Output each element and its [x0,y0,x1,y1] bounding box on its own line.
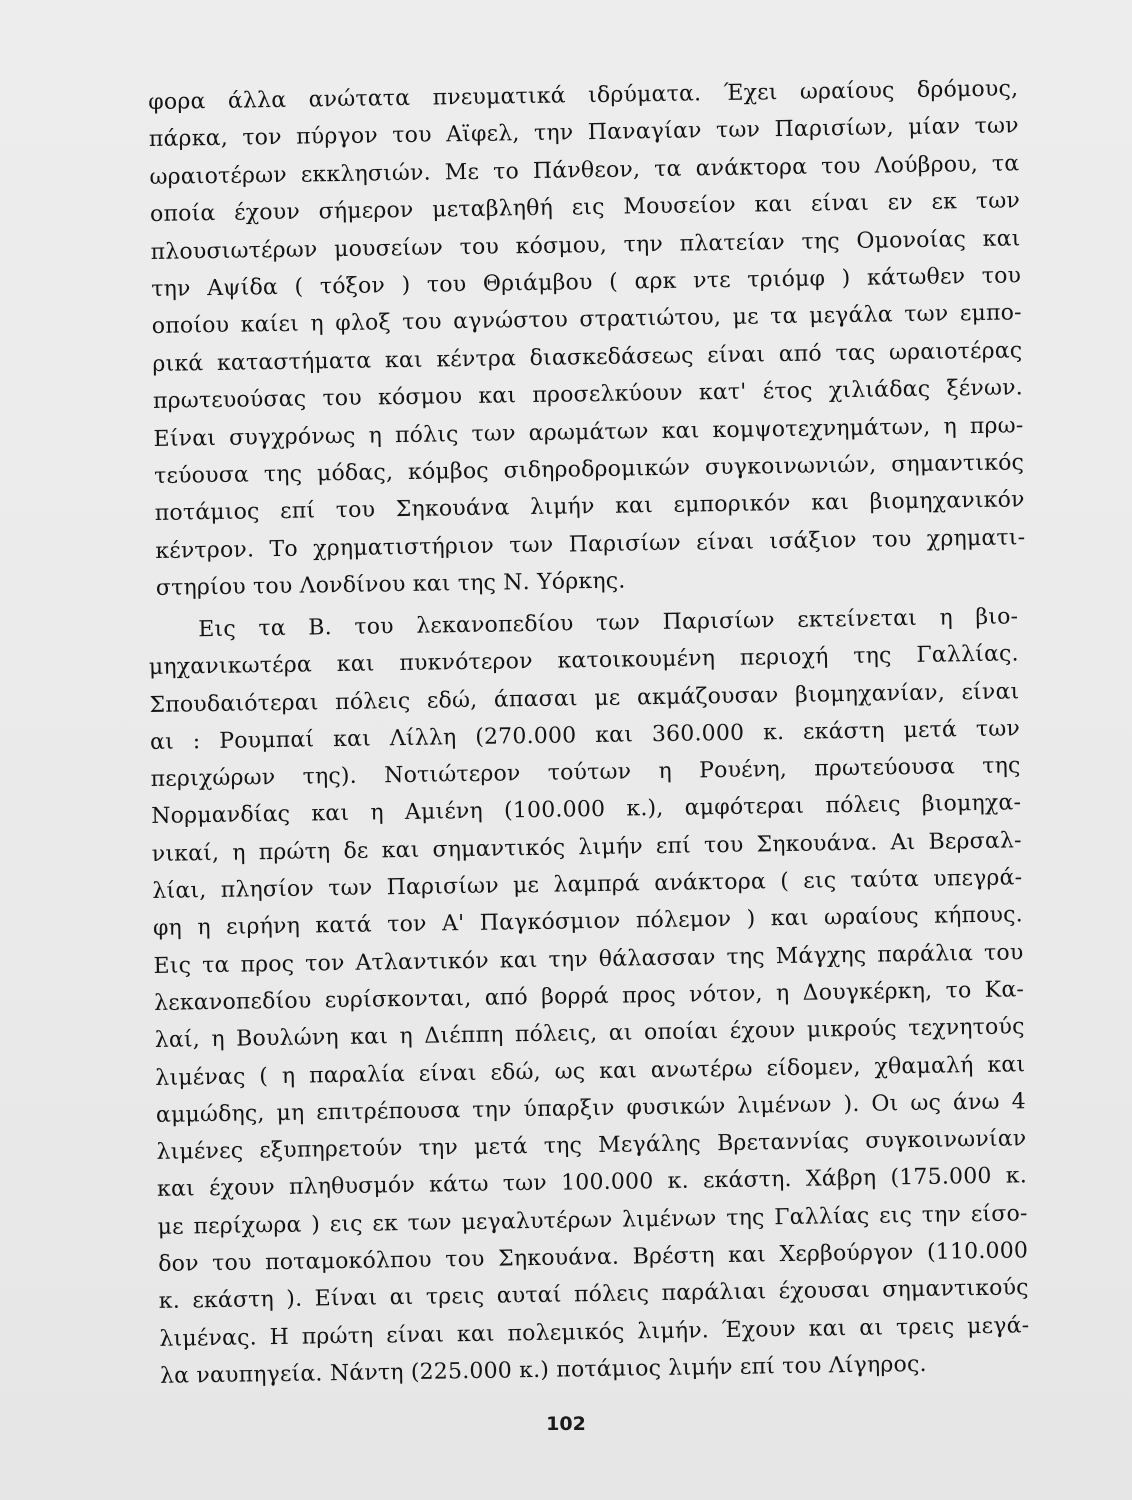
text-line: με περίχωρα ) εις εκ των μεγαλυτέρων λιμένων της Γαλλίας εις την είσο- [157,1201,1028,1240]
text-line: αι : Ρουμπαί και Λίλλη (270.000 και 360.000 κ. εκάστη μετά των [149,716,1021,755]
text-line: λιμένας. Η πρώτη είναι και πολεμικός λιμήν. Έχουν και αι τρεις μεγά- [159,1312,1030,1352]
paragraph-northern-france [148,598,1030,1395]
text-line: φη η ειρήνη κατά τον Α' Παγκόσμιον πόλεμον ) και ωραίους κήπους. [152,902,1024,942]
text-line: οποία έχουν σήμερον μεταβληθή εις Μουσείον και είναι εν εκ των [149,188,1021,228]
text-line: Νορμανδίας και η Αμιένη (100.000 κ.), αμφότεραι πόλεις βιομηχα- [151,790,1022,830]
text-line: Εις τα προς τον Ατλαντικόν και την θάλασσαν της Μάγχης παράλια του [153,939,1024,979]
text-line: κέντρον. Το χρηματιστήριον των Παρισίων είναι ισάξιον του χρηματι- [155,524,1026,564]
text-line: Είναι συγχρόνως η πόλις των αρωμάτων και κομψοτεχνημάτων, η πρω- [153,412,1024,452]
text-line: τεύουσα της μόδας, κόμβος σιδηροδρομικών συγκοινωνιών, σημαντικός [153,450,1025,489]
text-line: και έχουν πληθυσμόν κάτω των 100.000 κ. εκάστη. Χάβρη (175.000 κ. [156,1163,1028,1203]
text-line: δον του ποταμοκόλπου του Σηκουάνα. Βρέστη και Χερβούργον (110.000 [158,1238,1029,1277]
text-line: στηρίου του Λονδίνου και της Ν. Υόρκης. [155,568,626,602]
page-number: 102 [546,1413,586,1435]
text-line: την Αψίδα ( τόξον ) του Θριάμβου ( αρκ ντε τριόμφ ) κάτωθεν του [151,263,1022,302]
text-line: πάρκα, τον πύργον του Αϊφελ, την Παναγίαν των Παρισίων, μίαν των [148,113,1019,153]
text-line: λίαι, πλησίον των Παρισίων με λαμπρά ανάκτορα ( εις ταύτα υπεγρά- [152,865,1023,905]
text-line: λαί, η Βουλώνη και η Διέππη πόλεις, αι οποίαι έχουν μικρούς τεχνητούς [154,1014,1025,1054]
text-line: πρωτευούσας του κόσμου και προσελκύουν κατ' έτος χιλιάδας ξένων. [152,375,1024,415]
text-line: Σπουδαιότεραι πόλεις εδώ, άπασαι με ακμάζουσαν βιομηχανίαν, είναι [149,678,1020,718]
text-line: Εις τα Β. του λεκανοπεδίου των Παρισίων εκτείνεται η βιο- [198,604,1019,643]
text-line: νικαί, η πρώτη δε και σημαντικός λιμήν επί του Σηκουάνα. Αι Βερσαλ- [151,828,1022,867]
text-line: οποίου καίει η φλοξ του αγνώστου στρατιώτου, με τα μεγάλα των εμπο- [151,300,1022,340]
text-line: φορα άλλα ανώτατα πνευματικά ιδρύματα. Έχει ωραίους δρόμους, [148,76,1019,115]
text-line: ρικά καταστήματα και κέντρα διασκεδάσεως είναι από τας ωραιοτέρας [152,338,1023,377]
text-line: ποτάμιος επί του Σηκουάνα λιμήν και εμπορικόν και βιομηχανικόν [154,487,1025,527]
paragraph-paris [148,70,1026,607]
text-line: μηχανικωτέρα και πυκνότερον κατοικουμένη περιοχή της Γαλλίας. [148,641,1019,681]
text-line: κ. εκάστη ). Είναι αι τρεις αυταί πόλεις παράλιαι έχουσαι σημαντικούς [158,1275,1029,1315]
text-line: λιμένες εξυπηρετούν την μετά της Μεγάλης Βρεταννίας συγκοινωνίαν [156,1126,1027,1166]
text-line: λιμένας ( η παραλία είναι εδώ, ως και ανωτέρω είδομεν, χθαμαλή και [155,1051,1026,1091]
text-line: πλουσιωτέρων μουσείων του κόσμου, την πλατείαν της Ομονοίας και [150,225,1021,265]
text-line: περιχώρων της). Νοτιώτερον τούτων η Ρουένη, πρωτεύουσα της [150,753,1021,793]
text-line: ωραιοτέρων εκκλησιών. Με το Πάνθεον, τα ανάκτορα του Λούβρου, τα [149,151,1020,190]
text-line: λα ναυπηγεία. Νάντη (225.000 κ.) ποτάμιος λιμήν επί του Λίγηρος. [159,1351,927,1389]
text-line: αμμώδης, μη επιτρέπουσα την ύπαρξιν φυσικών λιμένων ). Οι ως άνω 4 [155,1089,1026,1128]
text-line: λεκανοπεδίου ευρίσκονται, από βορρά προς νότον, η Δουγκέρκη, το Κα- [153,977,1025,1016]
